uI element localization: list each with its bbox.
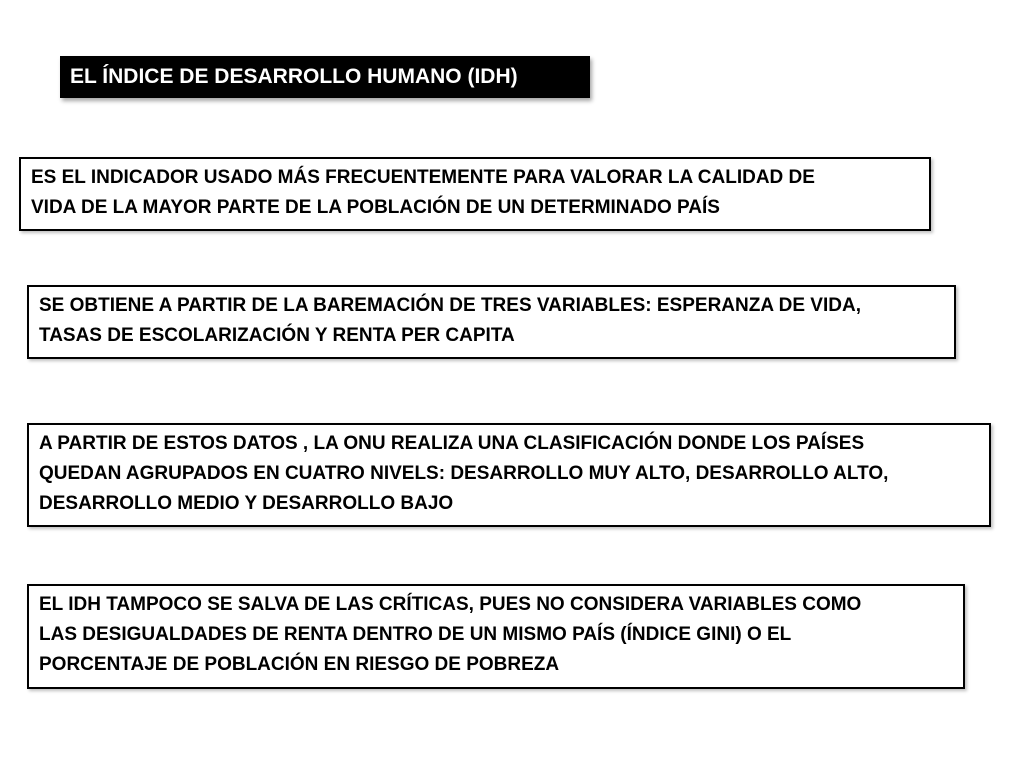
slide-title: EL ÍNDICE DE DESARROLLO HUMANO (IDH) — [60, 56, 590, 98]
text-line: VIDA DE LA MAYOR PARTE DE LA POBLACIÓN DE UN DETERMINADO PAÍS — [31, 197, 720, 218]
text-line: TASAS DE ESCOLARIZACIÓN Y RENTA PER CAPITA — [39, 325, 515, 346]
text-line: EL IDH TAMPOCO SE SALVA DE LAS CRÍTICAS, PUES NO CONSIDERA VARIABLES COMO — [39, 594, 862, 615]
text-line: PORCENTAJE DE POBLACIÓN EN RIESGO DE POBREZA — [39, 654, 560, 675]
text-line: QUEDAN AGRUPADOS EN CUATRO NIVELS: DESARROLLO MUY ALTO, DESARROLLO ALTO, — [39, 463, 889, 484]
text-line: LAS DESIGUALDADES DE RENTA DENTRO DE UN MISMO PAÍS (ÍNDICE GINI) O EL — [39, 624, 792, 645]
text-line: DESARROLLO MEDIO Y DESARROLLO BAJO — [39, 493, 454, 514]
text-line: SE OBTIENE A PARTIR DE LA BAREMACIÓN DE TRES VARIABLES: ESPERANZA DE VIDA, — [39, 295, 861, 316]
text-line: A PARTIR DE ESTOS DATOS , LA ONU REALIZA UNA CLASIFICACIÓN DONDE LOS PAÍSES — [39, 433, 865, 454]
text-line: ES EL INDICADOR USADO MÁS FRECUENTEMENTE PARA VALORAR LA CALIDAD DE — [31, 167, 815, 188]
text-box-classification — [27, 423, 991, 527]
text-box-criticism — [27, 584, 965, 689]
text-box-definition — [19, 157, 931, 231]
text-box-variables — [27, 285, 956, 359]
